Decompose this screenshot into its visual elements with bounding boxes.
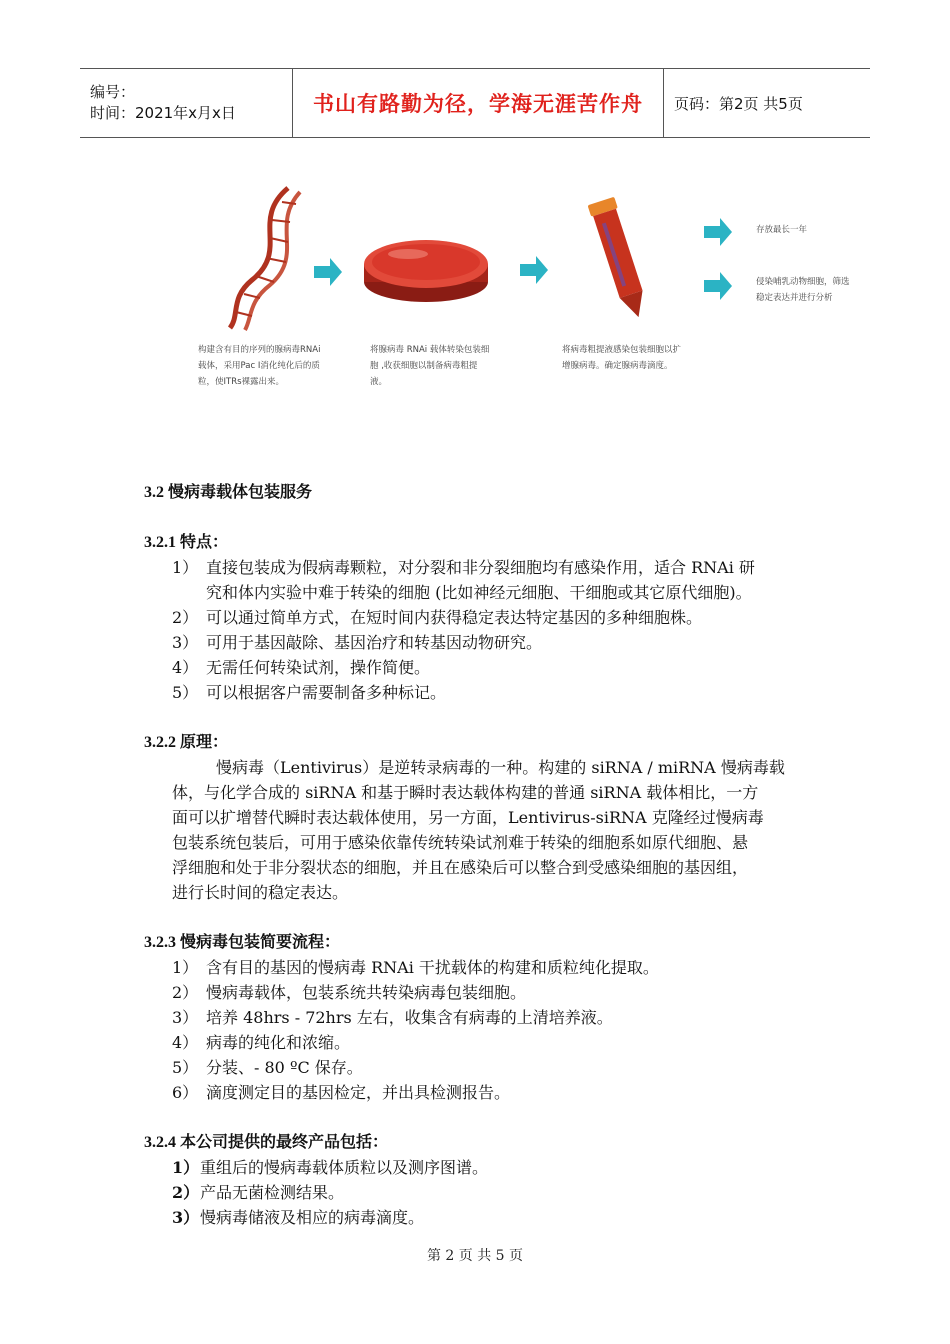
list-text: 无需任何转染试剂，操作简便。 [206,658,431,677]
centrifuge-tube-icon [588,197,652,322]
paragraph-line: 体，与化学合成的 siRNA 和基于瞬时表达载体构建的普通 siRNA 载体相比，一方 [172,783,759,802]
list-text: 直接包装成为假病毒颗粒，对分裂和非分裂细胞均有感染作用，适合 RNAi 研 [206,558,755,577]
list-text: 慢病毒储液及相应的病毒滴度。 [200,1208,425,1227]
caption-step-3: 将病毒粗提液感染包装细胞以扩增腺病毒。确定腺病毒滴度。 [562,345,682,371]
section-title-3-2-4: 3.2.4 本公司提供的最终产品包括： [144,1134,389,1151]
list-item [144,1180,824,1205]
list-number: 5） [172,1058,199,1077]
list-text: 病毒的纯化和浓缩。 [206,1033,351,1052]
petri-dish-icon [364,240,488,302]
section-title-3-2-1: 3.2.1 特点： [144,534,229,551]
list-item [144,980,824,1005]
list-number: 3） [172,1208,200,1227]
list-text: 重组后的慢病毒载体质粒以及测序图谱。 [200,1158,489,1177]
list-item [144,1155,824,1180]
caption-step-1: 构建含有目的序列的腺病毒RNAi载体，采用Pac Ⅰ消化纯化后的质粒，使ITRs裸露出来。 [198,345,321,387]
arrow-icon [314,258,342,286]
time-label: 时间：2021年x月x日 [90,104,236,122]
section-title-3-2-3: 3.2.3 慢病毒包装简要流程： [144,934,341,951]
list-text: 究和体内实验中难于转染的细胞 (比如神经元细胞、干细胞或其它原代细胞)。 [206,583,752,602]
header-page-cell [664,69,870,137]
list-item [144,630,824,655]
caption-step-2: 将腺病毒 RNAi 载体转染包装细胞 ,收获细胞以制备病毒粗提液。 [370,345,490,387]
process-figure [190,180,860,400]
list-text: 滴度测定目的基因检定，并出具检测报告。 [206,1083,511,1102]
list-number: 4） [172,658,199,677]
list-item [144,555,824,605]
list-item [144,1055,824,1080]
page-header [80,68,870,138]
list-text: 可以根据客户需要制备多种标记。 [206,683,447,702]
list-text: 分装、- 80 ºC 保存。 [206,1058,363,1077]
paragraph-line: 进行长时间的稳定表达。 [172,883,349,902]
list-text: 产品无菌检测结果。 [200,1183,345,1202]
section-title-3-2: 3.2 慢病毒载体包装服务 [144,484,313,501]
list-number: 1） [172,958,199,977]
paragraph-line: 慢病毒（Lentivirus）是逆转录病毒的一种。构建的 siRNA / miRNA 慢病毒载 [216,758,785,777]
outcome-infection: 侵染哺乳动物细胞，筛选稳定表达并进行分析 [756,277,850,303]
paragraph-line: 浮细胞和处于非分裂状态的细胞，并且在感染后可以整合到受感染细胞的基因组， [172,858,749,877]
list-text: 培养 48hrs - 72hrs 左右，收集含有病毒的上清培养液。 [206,1008,613,1027]
list-item [144,655,824,680]
list-number: 1） [172,558,199,577]
main-content [144,480,824,1230]
list-item [144,1205,824,1230]
list-item [144,605,824,630]
list-number: 2） [172,608,199,627]
header-motto: 书山有路勤为径，学海无涯苦作舟 [313,92,643,116]
list-number: 2） [172,983,199,1002]
list-number: 3） [172,633,199,652]
header-meta [80,69,292,137]
list-item [144,1030,824,1055]
principle-paragraph [144,755,824,905]
list-item [144,680,824,705]
header-motto-cell [292,69,664,137]
list-number: 5） [172,683,199,702]
list-text: 含有目的基因的慢病毒 RNAi 干扰载体的构建和质粒纯化提取。 [206,958,659,977]
paragraph-line: 包装系统包装后，可用于感染依靠传统转染试剂难于转染的细胞系如原代细胞、悬 [172,833,749,852]
list-number: 4） [172,1033,199,1052]
list-number: 1） [172,1158,200,1177]
list-item [144,955,824,980]
list-number: 2） [172,1183,200,1202]
list-text: 可用于基因敲除、基因治疗和转基因动物研究。 [206,633,543,652]
list-item [144,1080,824,1105]
arrow-icon [704,272,732,300]
page-label: 页码：第2页 共5页 [674,94,803,113]
list-text: 慢病毒载体，包装系统共转染病毒包装细胞。 [206,983,527,1002]
list-text: 可以通过简单方式，在短时间内获得稳定表达特定基因的多种细胞株。 [206,608,703,627]
arrow-icon [520,256,548,284]
dna-helix-icon [230,188,300,330]
number-label: 编号： [90,83,136,101]
page-footer: 第 2 页 共 5 页 [426,1248,524,1264]
list-number: 3） [172,1008,199,1027]
arrow-icon [704,218,732,246]
paragraph-line: 面可以扩增替代瞬时表达载体使用，另一方面，Lentivirus-siRNA 克隆经过慢病毒 [172,808,764,827]
outcome-storage: 存放最长一年 [756,225,808,235]
list-number: 6） [172,1083,199,1102]
process-illustration [190,180,860,340]
section-title-3-2-2: 3.2.2 原理： [144,734,229,751]
list-item [144,1005,824,1030]
